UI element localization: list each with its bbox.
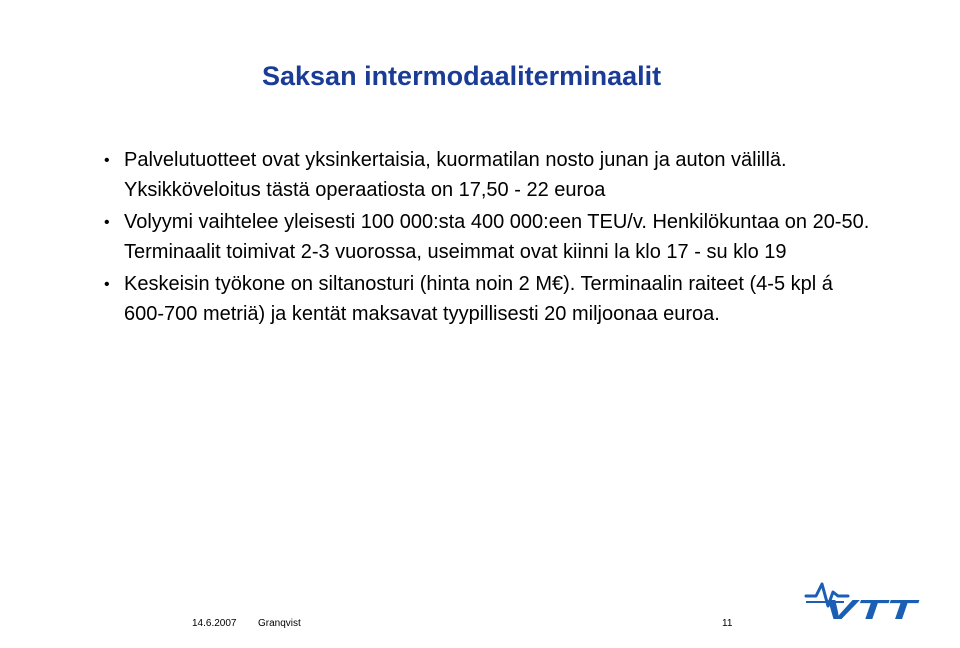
bullet-item [104, 146, 874, 205]
footer-page-number: 11 [722, 618, 733, 629]
bullet-marker: • [104, 152, 110, 169]
logo-text: VTT [824, 594, 922, 624]
bullet-marker: • [104, 276, 110, 293]
bullet-text: Palvelutuotteet ovat yksinkertaisia, kuormatilan nosto junan ja auton välillä. Yksikköveloitus tästä operaatiosta on 17,50 - 22 euroa [124, 149, 787, 201]
slide-title: Saksan intermodaaliterminaalit [262, 61, 662, 91]
bullet-text: Keskeisin työkone on siltanosturi (hinta noin 2 M€). Terminaalin raiteet (4-5 kpl á 600-700 metriä) ja kentät maksavat tyypillisesti 20 miljoonaa euroa. [124, 273, 833, 325]
footer-date: 14.6.2007 [192, 618, 237, 629]
bullet-list [104, 146, 874, 332]
bullet-item [104, 208, 874, 267]
bullet-item [104, 270, 874, 329]
bullet-marker: • [104, 214, 110, 231]
footer-author: Granqvist [258, 618, 301, 629]
bullet-text: Volyymi vaihtelee yleisesti 100 000:sta 400 000:een TEU/v. Henkilökuntaa on 20-50. Terminaalit toimivat 2-3 vuorossa, useimmat ovat kiinni la klo 17 - su klo 19 [124, 211, 870, 263]
vtt-logo-icon [802, 574, 922, 624]
